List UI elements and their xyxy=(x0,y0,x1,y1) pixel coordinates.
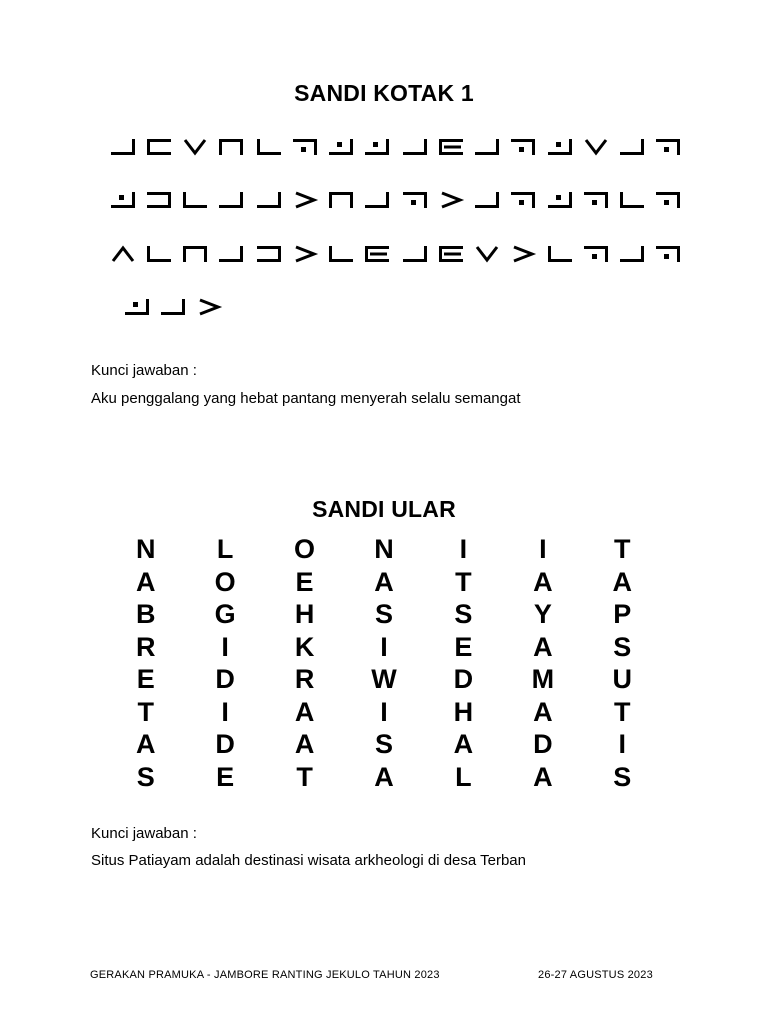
cipher-row xyxy=(0,133,768,163)
pigpen-glyph xyxy=(584,246,608,262)
grid-letter: S xyxy=(374,729,393,759)
cipher-word xyxy=(403,240,535,270)
grid-letter: H xyxy=(294,599,315,629)
grid-letter: A xyxy=(612,566,633,597)
cipher-row xyxy=(0,240,768,270)
pigpen-glyph xyxy=(329,246,353,262)
pigpen-glyph xyxy=(511,192,535,208)
answer-text: Situs Patiayam adalah destinasi wisata arkheologi di desa Terban xyxy=(91,852,526,869)
grid-letter: N xyxy=(374,534,394,564)
grid-letter: S xyxy=(613,761,632,792)
grid-letter: O xyxy=(294,534,316,564)
pigpen-glyph xyxy=(329,192,353,208)
grid-letter: T xyxy=(455,566,472,597)
cipher-word xyxy=(125,293,221,323)
answer-text: Aku penggalang yang hebat pantang menyerah selalu semangat xyxy=(91,390,521,407)
pigpen-glyph xyxy=(125,299,149,315)
pigpen-glyph xyxy=(183,192,207,208)
pigpen-glyph xyxy=(548,192,572,208)
cipher-word xyxy=(403,186,535,216)
cipher-word xyxy=(548,240,680,270)
pigpen-glyph xyxy=(293,139,317,155)
grid-letter: O xyxy=(214,566,236,597)
pigpen-word-svg xyxy=(111,186,243,216)
grid-letter: A xyxy=(374,761,394,792)
pigpen-glyph xyxy=(219,192,243,208)
pigpen-glyph xyxy=(147,246,171,262)
pigpen-glyph xyxy=(403,246,427,262)
cipher-word xyxy=(111,240,243,270)
grid-letter: H xyxy=(453,696,474,727)
grid-letter: S xyxy=(374,599,393,629)
grid-letter: M xyxy=(531,664,555,694)
pigpen-glyph xyxy=(403,139,427,155)
grid-letter: T xyxy=(137,696,154,727)
pigpen-glyph xyxy=(257,139,281,155)
grid-letter: A xyxy=(374,566,394,597)
cipher-word xyxy=(111,186,243,216)
pigpen-glyph xyxy=(200,300,218,314)
pigpen-glyph xyxy=(183,246,207,262)
grid-letter: E xyxy=(454,631,473,662)
pigpen-glyph xyxy=(475,192,499,208)
pigpen-glyph xyxy=(548,139,572,155)
cipher-title: SANDI KOTAK 1 xyxy=(294,80,474,106)
pigpen-glyph xyxy=(161,299,185,315)
grid-letter: E xyxy=(295,566,314,597)
pigpen-glyph xyxy=(113,248,133,261)
pigpen-glyph xyxy=(584,192,608,208)
grid-letter: E xyxy=(216,761,235,792)
pigpen-glyph xyxy=(656,139,680,155)
pigpen-glyph xyxy=(365,246,389,262)
grid-letter: A xyxy=(453,729,474,759)
grid-letter: T xyxy=(614,696,631,727)
pigpen-word-svg xyxy=(125,293,221,323)
grid-letter: T xyxy=(296,761,313,792)
cipher-word xyxy=(257,133,389,163)
pigpen-glyph xyxy=(147,139,171,155)
grid-letter: A xyxy=(533,631,553,662)
grid-letter: Y xyxy=(533,599,552,629)
pigpen-glyph xyxy=(475,139,499,155)
grid-letter: D xyxy=(215,664,235,694)
grid-letter: D xyxy=(453,664,474,694)
grid-letter: L xyxy=(455,761,472,792)
grid-letter: A xyxy=(294,729,315,759)
pigpen-glyph xyxy=(329,139,353,155)
pigpen-glyph xyxy=(586,140,606,153)
pigpen-glyph xyxy=(656,192,680,208)
grid-letter: K xyxy=(294,631,315,662)
pigpen-word-svg xyxy=(403,240,535,270)
pigpen-glyph xyxy=(620,139,644,155)
grid-letter: I xyxy=(221,631,229,662)
grid-letter: I xyxy=(539,534,547,564)
pigpen-glyph xyxy=(439,246,463,262)
pigpen-glyph xyxy=(111,139,135,155)
pigpen-glyph xyxy=(147,192,171,208)
cipher-word xyxy=(548,133,680,163)
pigpen-glyph xyxy=(439,139,463,155)
grid-letter: S xyxy=(613,631,632,662)
grid-letter: U xyxy=(612,664,633,694)
pigpen-glyph xyxy=(620,246,644,262)
grid-letter: I xyxy=(380,696,388,727)
pigpen-word-svg xyxy=(403,186,535,216)
grid-letter: A xyxy=(135,729,156,759)
cipher-word xyxy=(257,240,389,270)
pigpen-glyph xyxy=(296,193,314,207)
grid-letter: I xyxy=(380,631,388,662)
pigpen-word-svg xyxy=(548,186,680,216)
grid-letter: A xyxy=(533,761,553,792)
footer-event: GERAKAN PRAMUKA - JAMBORE RANTING JEKULO TAHUN 2023 xyxy=(90,969,440,981)
cipher-row xyxy=(0,293,768,323)
answer-label: Kunci jawaban : xyxy=(91,825,197,842)
cipher-word xyxy=(548,186,680,216)
pigpen-word-svg xyxy=(257,133,389,163)
footer-date: 26-27 AGUSTUS 2023 xyxy=(538,969,653,981)
grid-letter: G xyxy=(214,599,236,629)
snake-cipher-title: SANDI ULAR xyxy=(312,496,456,522)
answer-label: Kunci jawaban : xyxy=(91,362,197,379)
cipher-word xyxy=(403,133,535,163)
grid-letter: E xyxy=(136,664,155,694)
pigpen-glyph xyxy=(442,193,460,207)
pigpen-word-svg xyxy=(111,133,243,163)
grid-letter: D xyxy=(215,729,235,759)
pigpen-word-svg xyxy=(548,133,680,163)
pigpen-word-svg xyxy=(403,133,535,163)
grid-letter: R xyxy=(135,631,156,662)
grid-letter: W xyxy=(371,664,397,694)
grid-letter: A xyxy=(533,566,553,597)
grid-letter: B xyxy=(135,599,156,629)
cipher-row xyxy=(0,186,768,216)
pigpen-glyph xyxy=(365,192,389,208)
pigpen-glyph xyxy=(257,192,281,208)
grid-letter: S xyxy=(136,761,155,792)
pigpen-glyph xyxy=(219,139,243,155)
grid-letter: A xyxy=(294,696,315,727)
pigpen-word-svg xyxy=(111,240,243,270)
grid-letter: P xyxy=(613,599,632,629)
cipher-word xyxy=(111,133,243,163)
pigpen-glyph xyxy=(656,246,680,262)
grid-letter: I xyxy=(221,696,229,727)
pigpen-glyph xyxy=(296,247,314,261)
pigpen-word-svg xyxy=(257,240,389,270)
grid-letter: R xyxy=(294,664,315,694)
pigpen-glyph xyxy=(514,247,532,261)
snake-cipher-grid xyxy=(106,533,662,793)
pigpen-glyph xyxy=(219,246,243,262)
grid-letter: I xyxy=(459,534,468,564)
pigpen-glyph xyxy=(185,140,205,153)
pigpen-word-svg xyxy=(548,240,680,270)
pigpen-word-svg xyxy=(257,186,389,216)
pigpen-glyph xyxy=(403,192,427,208)
pigpen-glyph xyxy=(511,139,535,155)
grid-letter: T xyxy=(614,534,631,564)
pigpen-glyph xyxy=(365,139,389,155)
grid-letter: I xyxy=(618,729,627,759)
cipher-word xyxy=(257,186,389,216)
pigpen-glyph xyxy=(620,192,644,208)
grid-letter: A xyxy=(533,696,553,727)
grid-letter: D xyxy=(533,729,553,759)
grid-letter: S xyxy=(454,599,473,629)
pigpen-glyph xyxy=(257,246,281,262)
grid-letter: N xyxy=(135,534,156,564)
pigpen-glyph xyxy=(477,247,497,260)
grid-letter: A xyxy=(135,566,156,597)
pigpen-glyph xyxy=(548,246,572,262)
grid-letter: L xyxy=(216,534,234,564)
pigpen-glyph xyxy=(111,192,135,208)
